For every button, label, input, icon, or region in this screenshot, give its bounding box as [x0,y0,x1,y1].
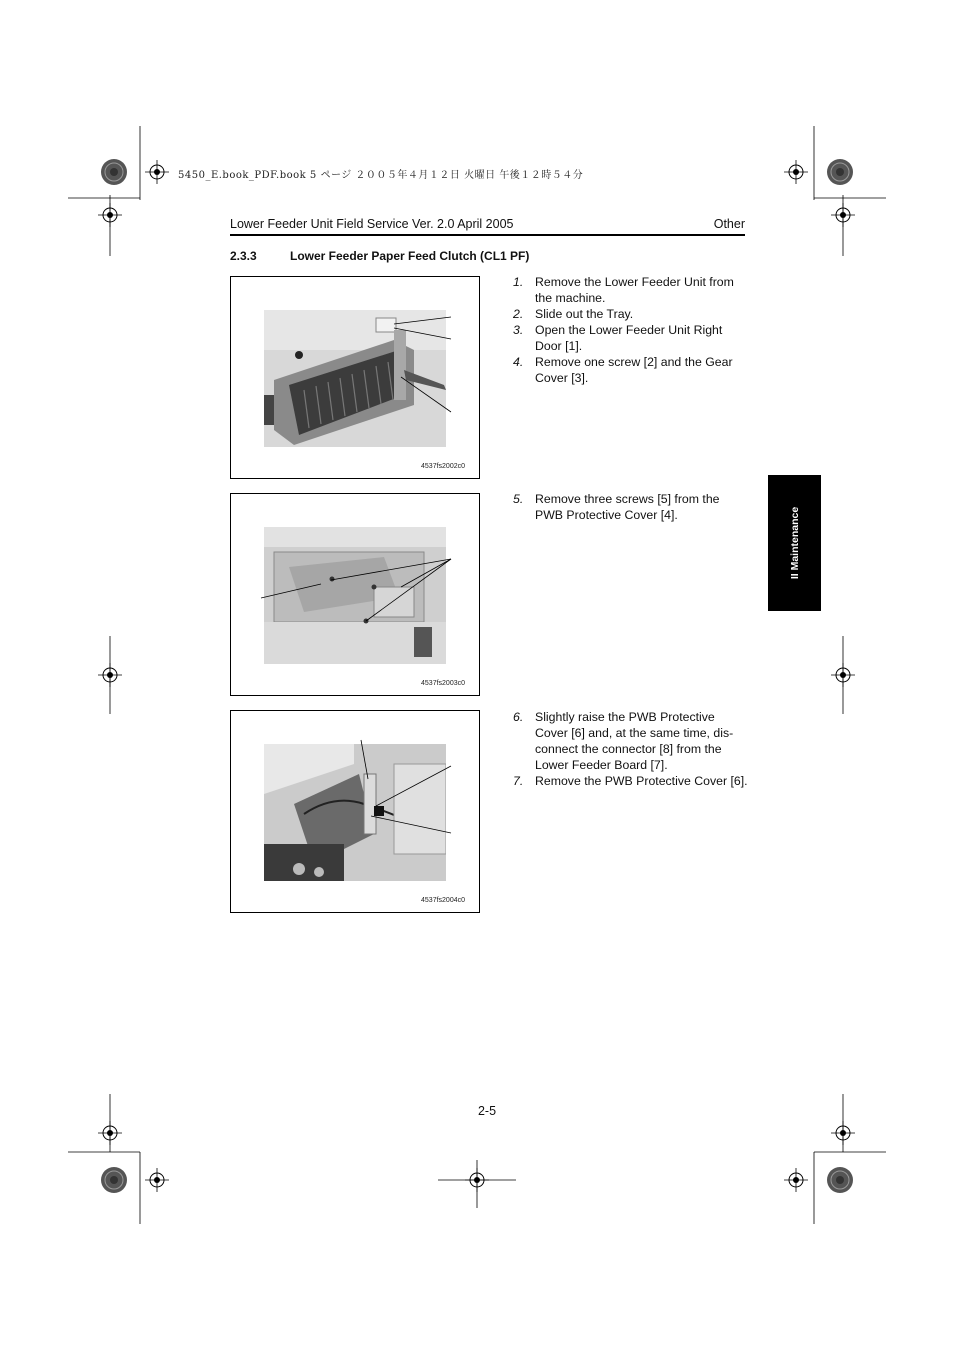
step-number: 5. [513,492,524,506]
step-text: Remove the Lower Feeder Unit from the machine. [535,275,734,305]
step-number: 6. [513,710,524,724]
header-section: Other [713,217,745,231]
step-text: Remove one screw [2] and the Gear Cover [3]. [535,355,733,385]
figure-caption: 4537fs2003c0 [421,680,465,687]
step-number: 1. [513,275,524,289]
step-text: Slide out the Tray. [535,307,634,321]
step-number: 2. [513,307,524,321]
figure-caption: 4537fs2004c0 [421,897,465,904]
section-title: Lower Feeder Paper Feed Clutch (CL1 PF) [290,249,530,263]
step-number: 4. [513,355,524,369]
step-text: Slightly raise the PWB Protective Cover [6] and, at the same time, dis-connect the connector [8] from the Lower Feeder Board [7]. [535,710,734,772]
step-number: 7. [513,774,524,788]
print-proof-header: 5450_E.book_PDF.book 5 ページ ２００５年４月１２日 火曜日 午後１２時５４分 [178,170,584,181]
step-number: 3. [513,323,524,337]
step-text: Remove the PWB Protective Cover [6]. [535,774,748,788]
figure-caption: 4537fs2002c0 [421,463,465,470]
side-tab-label: II Maintenance [788,506,801,580]
section-number: 2.3.3 [230,249,257,263]
header-title: Lower Feeder Unit Field Service Ver. 2.0 April 2005 [230,217,514,231]
step-text: Remove three screws [5] from the PWB Protective Cover [4]. [535,492,720,522]
page-number: 2-5 [477,1104,497,1118]
step-text: Open the Lower Feeder Unit Right Door [1]. [535,323,723,353]
